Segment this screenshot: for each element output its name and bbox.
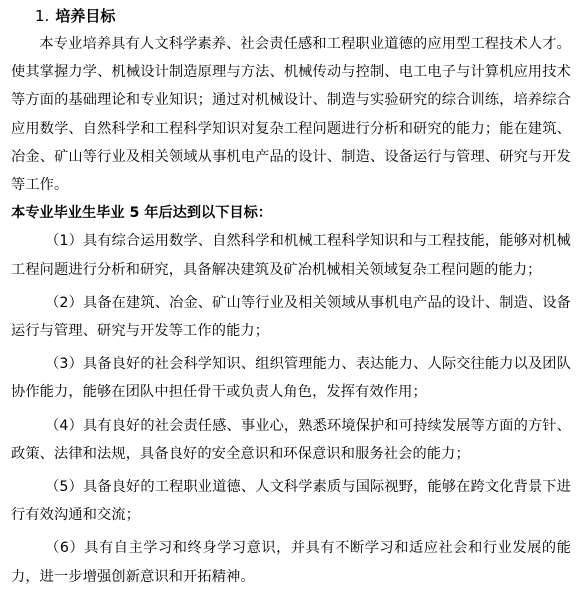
- goal-item-1: （1）具有综合运用数学、自然科学和机械工程科学知识和与工程技能，能够对机械工程问题进行分析和研究，具备解决建筑及矿冶机械相关领域复杂工程问题的能力；: [11, 233, 571, 278]
- goal-item-4: （4）具有良好的社会责任感、事业心，熟悉环境保护和可持续发展等方面的方针、政策、法律和法规，具备良好的安全意识和环保意识和服务社会的能力；: [11, 417, 571, 462]
- goal-item-3: （3）具备良好的社会科学知识、组织管理能力、表达能力、人际交往能力以及团队协作能力，能够在团队中担任骨干或负责人角色，发挥有效作用；: [11, 356, 571, 401]
- section-heading: [11, 2, 571, 30]
- document-body: [11, 2, 571, 596]
- goal-item-2: （2）具备在建筑、冶金、矿山等行业及相关领域从事机电产品的设计、制造、设备运行与管理、研究与开发等工作的能力；: [11, 294, 571, 340]
- goal-item-6: （6）具有自主学习和终身学习意识，并具有不断学习和适应社会和行业发展的能力，进一步增强创新意识和开拓精神。: [11, 540, 571, 585]
- section-number: 1.: [35, 7, 50, 25]
- section-title: 培养目标: [55, 7, 116, 25]
- goal-item-5: （5）具备良好的工程职业道德、人文科学素质与国际视野，能够在跨文化背景下进行有效沟通和交流；: [11, 479, 571, 524]
- goals-heading: 本专业毕业生毕业 5 年后达到以下目标：: [11, 205, 272, 222]
- intro-paragraph: 本专业培养具有人文科学素养、社会责任感和工程职业道德的应用型工程技术人才。使其掌握力学、机械设计制造原理与方法、机械传动与控制、电工电子与计算机应用技术等方面的基础理论和专业知识；通过对机械设计、制造与实验研究的综合训练，培养综合应用数学、自然科学和工程科学知识对复杂工程问题进行分析和研究的能力；能在建筑、冶金、矿山等行业及相关领域从事机电产品的设计、制造、设备运行与管理、研究与开发等工作。: [11, 36, 571, 194]
